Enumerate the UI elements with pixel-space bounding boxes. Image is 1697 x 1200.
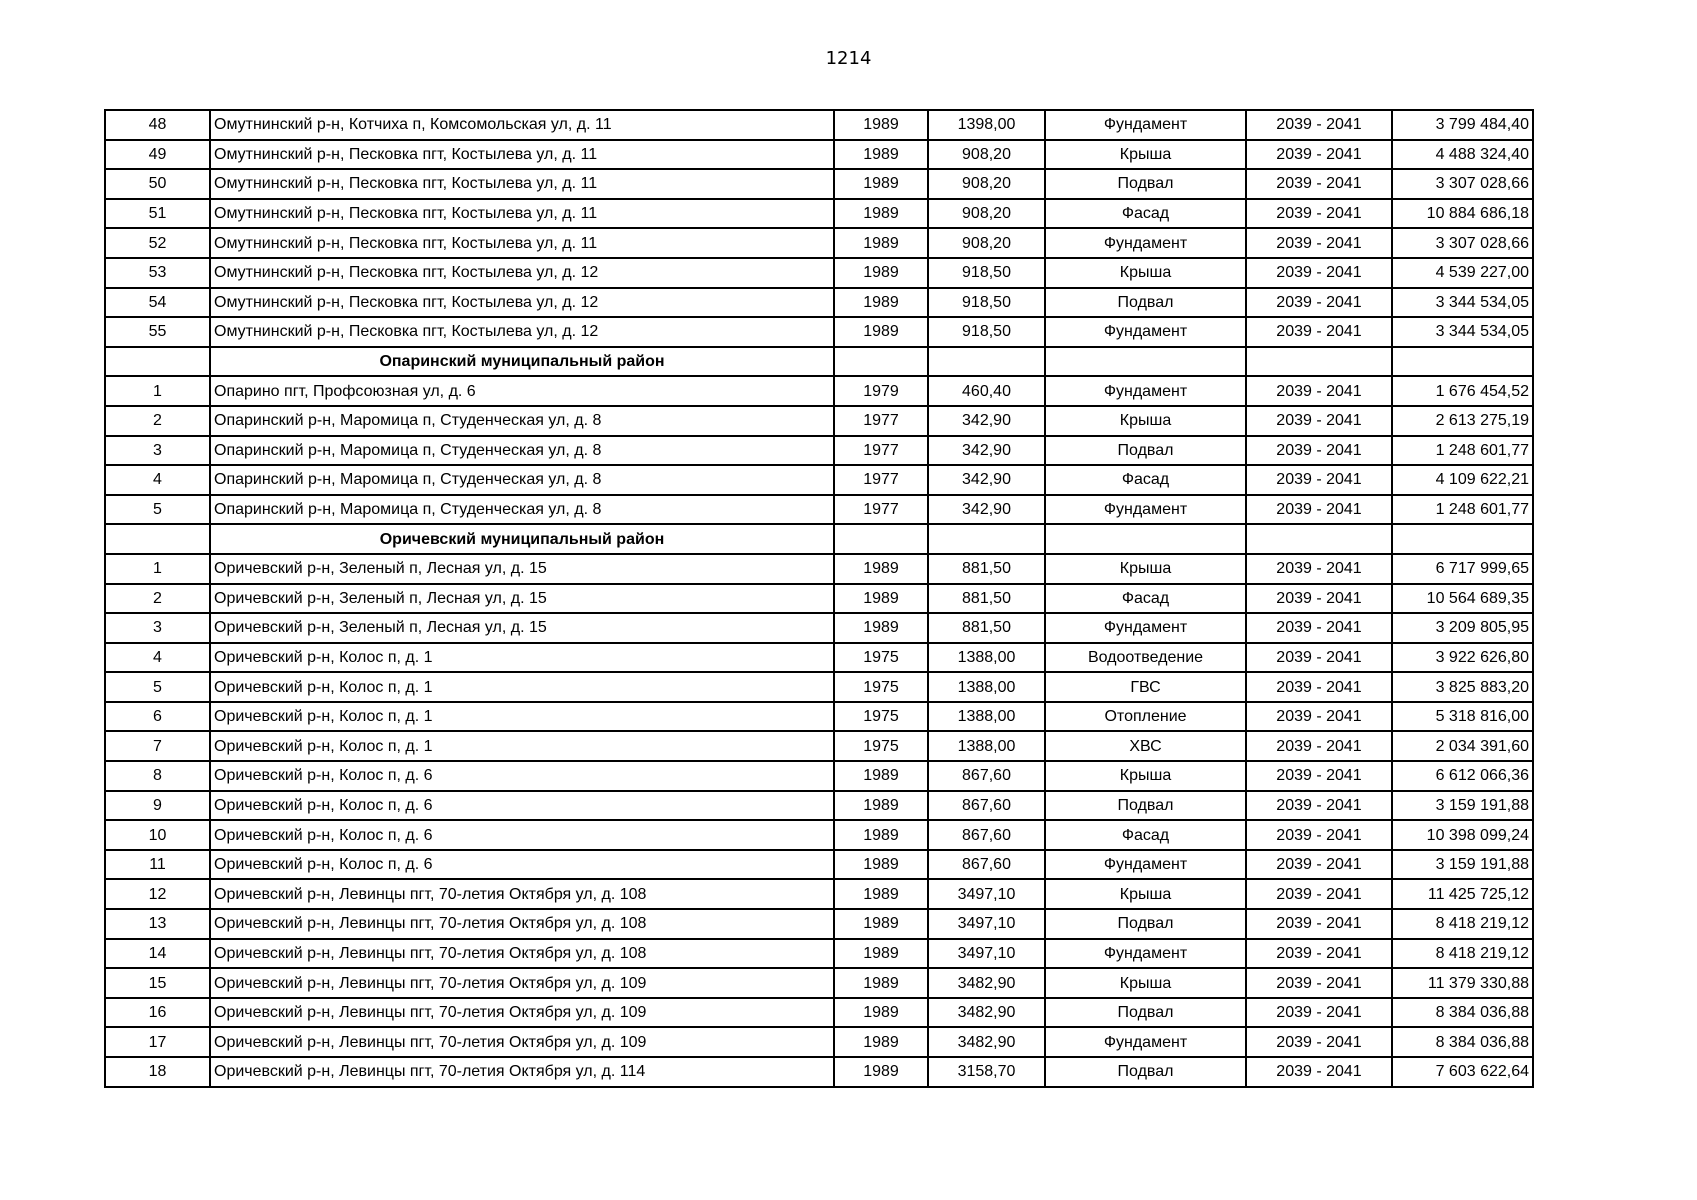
address-cell: Опаринский р-н, Маромица п, Студенческая ул, д. 8 <box>210 436 834 466</box>
table-row <box>105 465 1533 495</box>
work-type-cell: Фундамент <box>1045 376 1246 406</box>
row-number-cell: 7 <box>105 731 210 761</box>
table-row <box>105 495 1533 525</box>
work-type-cell: Фасад <box>1045 465 1246 495</box>
year-built-cell <box>834 524 928 554</box>
period-cell: 2039 - 2041 <box>1246 288 1392 318</box>
row-number-cell: 17 <box>105 1027 210 1057</box>
year-built-cell: 1989 <box>834 317 928 347</box>
area-cell: 1388,00 <box>928 731 1045 761</box>
period-cell: 2039 - 2041 <box>1246 258 1392 288</box>
year-built-cell: 1977 <box>834 436 928 466</box>
year-built-cell: 1989 <box>834 761 928 791</box>
table-row <box>105 761 1533 791</box>
row-number-cell: 50 <box>105 169 210 199</box>
area-cell: 867,60 <box>928 791 1045 821</box>
work-type-cell: ГВС <box>1045 672 1246 702</box>
row-number-cell: 12 <box>105 879 210 909</box>
table-row <box>105 140 1533 170</box>
table-row <box>105 376 1533 406</box>
address-cell: Опаринский р-н, Маромица п, Студенческая ул, д. 8 <box>210 465 834 495</box>
cost-cell: 10 564 689,35 <box>1392 584 1533 614</box>
address-cell: Оричевский р-н, Левинцы пгт, 70-летия Октября ул, д. 109 <box>210 1027 834 1057</box>
work-type-cell: Фундамент <box>1045 939 1246 969</box>
year-built-cell: 1975 <box>834 731 928 761</box>
table-row <box>105 228 1533 258</box>
cost-cell: 3 825 883,20 <box>1392 672 1533 702</box>
area-cell: 342,90 <box>928 406 1045 436</box>
year-built-cell <box>834 347 928 377</box>
address-cell: Оричевский р-н, Колос п, д. 6 <box>210 820 834 850</box>
area-cell: 3482,90 <box>928 968 1045 998</box>
year-built-cell: 1989 <box>834 258 928 288</box>
year-built-cell: 1989 <box>834 820 928 850</box>
table-row <box>105 199 1533 229</box>
period-cell: 2039 - 2041 <box>1246 791 1392 821</box>
work-type-cell: Фасад <box>1045 199 1246 229</box>
work-type-cell <box>1045 347 1246 377</box>
cost-cell: 6 717 999,65 <box>1392 554 1533 584</box>
address-cell: Опарино пгт, Профсоюзная ул, д. 6 <box>210 376 834 406</box>
address-cell: Оричевский р-н, Колос п, д. 6 <box>210 761 834 791</box>
section-header-row <box>105 524 1533 554</box>
period-cell: 2039 - 2041 <box>1246 169 1392 199</box>
period-cell: 2039 - 2041 <box>1246 1027 1392 1057</box>
cost-cell: 3 159 191,88 <box>1392 850 1533 880</box>
row-number-cell: 54 <box>105 288 210 318</box>
work-type-cell: ХВС <box>1045 731 1246 761</box>
table-row <box>105 406 1533 436</box>
cost-cell: 1 676 454,52 <box>1392 376 1533 406</box>
year-built-cell: 1989 <box>834 939 928 969</box>
address-cell: Опаринский р-н, Маромица п, Студенческая ул, д. 8 <box>210 495 834 525</box>
work-type-cell: Фундамент <box>1045 613 1246 643</box>
cost-cell: 10 884 686,18 <box>1392 199 1533 229</box>
area-cell: 918,50 <box>928 258 1045 288</box>
cost-cell: 2 034 391,60 <box>1392 731 1533 761</box>
table-row <box>105 613 1533 643</box>
area-cell: 3497,10 <box>928 939 1045 969</box>
area-cell: 1388,00 <box>928 643 1045 673</box>
table-row <box>105 731 1533 761</box>
period-cell <box>1246 524 1392 554</box>
row-number-cell: 48 <box>105 110 210 140</box>
work-type-cell: Фасад <box>1045 584 1246 614</box>
row-number-cell: 52 <box>105 228 210 258</box>
period-cell: 2039 - 2041 <box>1246 554 1392 584</box>
period-cell: 2039 - 2041 <box>1246 376 1392 406</box>
section-header-row <box>105 347 1533 377</box>
row-number-cell: 51 <box>105 199 210 229</box>
cost-cell: 1 248 601,77 <box>1392 495 1533 525</box>
year-built-cell: 1977 <box>834 495 928 525</box>
row-number-cell: 1 <box>105 376 210 406</box>
table-row <box>105 436 1533 466</box>
row-number-cell: 1 <box>105 554 210 584</box>
cost-cell: 6 612 066,36 <box>1392 761 1533 791</box>
cost-cell: 3 344 534,05 <box>1392 317 1533 347</box>
work-type-cell: Крыша <box>1045 879 1246 909</box>
work-type-cell: Подвал <box>1045 1057 1246 1087</box>
address-cell: Омутнинский р-н, Котчиха п, Комсомольская ул, д. 11 <box>210 110 834 140</box>
work-type-cell: Фундамент <box>1045 317 1246 347</box>
cost-cell: 11 379 330,88 <box>1392 968 1533 998</box>
table-row <box>105 1027 1533 1057</box>
table-row <box>105 968 1533 998</box>
area-cell: 918,50 <box>928 288 1045 318</box>
cost-cell: 4 539 227,00 <box>1392 258 1533 288</box>
cost-cell: 3 307 028,66 <box>1392 169 1533 199</box>
area-cell: 908,20 <box>928 199 1045 229</box>
address-cell: Оричевский р-н, Колос п, д. 6 <box>210 850 834 880</box>
work-type-cell: Фундамент <box>1045 495 1246 525</box>
year-built-cell: 1989 <box>834 791 928 821</box>
row-number-cell: 14 <box>105 939 210 969</box>
area-cell: 867,60 <box>928 850 1045 880</box>
area-cell: 881,50 <box>928 584 1045 614</box>
work-type-cell: Водоотведение <box>1045 643 1246 673</box>
area-cell: 342,90 <box>928 495 1045 525</box>
cost-cell: 5 318 816,00 <box>1392 702 1533 732</box>
year-built-cell: 1977 <box>834 406 928 436</box>
area-cell: 3482,90 <box>928 998 1045 1028</box>
cost-cell: 10 398 099,24 <box>1392 820 1533 850</box>
row-number-cell: 53 <box>105 258 210 288</box>
work-type-cell: Фасад <box>1045 820 1246 850</box>
period-cell: 2039 - 2041 <box>1246 613 1392 643</box>
year-built-cell: 1975 <box>834 702 928 732</box>
row-number-cell: 9 <box>105 791 210 821</box>
table-row <box>105 554 1533 584</box>
period-cell: 2039 - 2041 <box>1246 731 1392 761</box>
work-type-cell: Фундамент <box>1045 110 1246 140</box>
cost-cell <box>1392 524 1533 554</box>
work-type-cell: Подвал <box>1045 998 1246 1028</box>
address-cell: Оричевский р-н, Левинцы пгт, 70-летия Октября ул, д. 108 <box>210 939 834 969</box>
page-number: 1214 <box>825 48 872 69</box>
address-cell: Оричевский р-н, Зеленый п, Лесная ул, д. 15 <box>210 584 834 614</box>
cost-cell: 8 418 219,12 <box>1392 909 1533 939</box>
cost-cell: 4 488 324,40 <box>1392 140 1533 170</box>
area-cell: 867,60 <box>928 761 1045 791</box>
period-cell: 2039 - 2041 <box>1246 228 1392 258</box>
cost-cell: 4 109 622,21 <box>1392 465 1533 495</box>
work-type-cell: Подвал <box>1045 791 1246 821</box>
year-built-cell: 1989 <box>834 1057 928 1087</box>
year-built-cell: 1989 <box>834 850 928 880</box>
year-built-cell: 1989 <box>834 199 928 229</box>
work-type-cell: Крыша <box>1045 406 1246 436</box>
year-built-cell: 1989 <box>834 140 928 170</box>
row-number-cell: 49 <box>105 140 210 170</box>
work-type-cell: Отопление <box>1045 702 1246 732</box>
table-row <box>105 791 1533 821</box>
area-cell: 918,50 <box>928 317 1045 347</box>
table-row <box>105 584 1533 614</box>
row-number-cell: 4 <box>105 465 210 495</box>
row-number-cell <box>105 347 210 377</box>
row-number-cell: 4 <box>105 643 210 673</box>
cost-cell: 2 613 275,19 <box>1392 406 1533 436</box>
section-title: Оричевский муниципальный район <box>210 524 834 554</box>
address-cell: Оричевский р-н, Левинцы пгт, 70-летия Октября ул, д. 109 <box>210 998 834 1028</box>
row-number-cell: 55 <box>105 317 210 347</box>
table-row <box>105 643 1533 673</box>
period-cell: 2039 - 2041 <box>1246 998 1392 1028</box>
work-type-cell: Подвал <box>1045 909 1246 939</box>
period-cell: 2039 - 2041 <box>1246 140 1392 170</box>
table-row <box>105 939 1533 969</box>
row-number-cell: 11 <box>105 850 210 880</box>
cost-cell: 8 384 036,88 <box>1392 998 1533 1028</box>
work-type-cell: Подвал <box>1045 436 1246 466</box>
year-built-cell: 1989 <box>834 228 928 258</box>
section-title: Опаринский муниципальный район <box>210 347 834 377</box>
work-type-cell: Крыша <box>1045 968 1246 998</box>
area-cell: 3497,10 <box>928 879 1045 909</box>
period-cell: 2039 - 2041 <box>1246 820 1392 850</box>
area-cell <box>928 347 1045 377</box>
area-cell: 1388,00 <box>928 672 1045 702</box>
period-cell: 2039 - 2041 <box>1246 465 1392 495</box>
table-row <box>105 288 1533 318</box>
area-cell: 908,20 <box>928 140 1045 170</box>
address-cell: Оричевский р-н, Колос п, д. 1 <box>210 702 834 732</box>
period-cell: 2039 - 2041 <box>1246 643 1392 673</box>
row-number-cell: 2 <box>105 406 210 436</box>
row-number-cell: 10 <box>105 820 210 850</box>
year-built-cell: 1989 <box>834 554 928 584</box>
period-cell: 2039 - 2041 <box>1246 584 1392 614</box>
address-cell: Оричевский р-н, Колос п, д. 1 <box>210 731 834 761</box>
year-built-cell: 1989 <box>834 998 928 1028</box>
period-cell: 2039 - 2041 <box>1246 968 1392 998</box>
cost-cell: 3 922 626,80 <box>1392 643 1533 673</box>
table-row <box>105 317 1533 347</box>
period-cell: 2039 - 2041 <box>1246 850 1392 880</box>
year-built-cell: 1975 <box>834 672 928 702</box>
period-cell: 2039 - 2041 <box>1246 702 1392 732</box>
area-cell: 1398,00 <box>928 110 1045 140</box>
address-cell: Оричевский р-н, Колос п, д. 6 <box>210 791 834 821</box>
cost-cell: 3 209 805,95 <box>1392 613 1533 643</box>
period-cell: 2039 - 2041 <box>1246 317 1392 347</box>
address-cell: Оричевский р-н, Колос п, д. 1 <box>210 643 834 673</box>
row-number-cell: 2 <box>105 584 210 614</box>
year-built-cell: 1989 <box>834 169 928 199</box>
area-cell: 867,60 <box>928 820 1045 850</box>
row-number-cell: 8 <box>105 761 210 791</box>
table-row <box>105 702 1533 732</box>
period-cell: 2039 - 2041 <box>1246 909 1392 939</box>
address-cell: Оричевский р-н, Колос п, д. 1 <box>210 672 834 702</box>
table-row <box>105 1057 1533 1087</box>
cost-cell: 8 384 036,88 <box>1392 1027 1533 1057</box>
period-cell: 2039 - 2041 <box>1246 495 1392 525</box>
cost-cell: 3 344 534,05 <box>1392 288 1533 318</box>
year-built-cell: 1979 <box>834 376 928 406</box>
period-cell: 2039 - 2041 <box>1246 436 1392 466</box>
address-cell: Омутнинский р-н, Песковка пгт, Костылева ул, д. 11 <box>210 140 834 170</box>
row-number-cell: 13 <box>105 909 210 939</box>
address-cell: Опаринский р-н, Маромица п, Студенческая ул, д. 8 <box>210 406 834 436</box>
area-cell: 342,90 <box>928 436 1045 466</box>
area-cell: 1388,00 <box>928 702 1045 732</box>
work-type-cell: Фундамент <box>1045 850 1246 880</box>
row-number-cell: 5 <box>105 495 210 525</box>
cost-cell: 3 159 191,88 <box>1392 791 1533 821</box>
period-cell: 2039 - 2041 <box>1246 406 1392 436</box>
work-type-cell: Подвал <box>1045 288 1246 318</box>
area-cell: 3497,10 <box>928 909 1045 939</box>
year-built-cell: 1977 <box>834 465 928 495</box>
area-cell: 908,20 <box>928 169 1045 199</box>
address-cell: Оричевский р-н, Зеленый п, Лесная ул, д. 15 <box>210 554 834 584</box>
work-type-cell: Крыша <box>1045 140 1246 170</box>
year-built-cell: 1989 <box>834 584 928 614</box>
area-cell: 3158,70 <box>928 1057 1045 1087</box>
address-cell: Оричевский р-н, Левинцы пгт, 70-летия Октября ул, д. 108 <box>210 879 834 909</box>
cost-cell: 8 418 219,12 <box>1392 939 1533 969</box>
area-cell: 3482,90 <box>928 1027 1045 1057</box>
area-cell: 908,20 <box>928 228 1045 258</box>
table-row <box>105 169 1533 199</box>
period-cell: 2039 - 2041 <box>1246 1057 1392 1087</box>
period-cell <box>1246 347 1392 377</box>
year-built-cell: 1975 <box>834 643 928 673</box>
address-cell: Омутнинский р-н, Песковка пгт, Костылева ул, д. 12 <box>210 288 834 318</box>
area-cell: 881,50 <box>928 554 1045 584</box>
period-cell: 2039 - 2041 <box>1246 110 1392 140</box>
row-number-cell: 6 <box>105 702 210 732</box>
row-number-cell: 5 <box>105 672 210 702</box>
row-number-cell: 18 <box>105 1057 210 1087</box>
table-body <box>105 110 1533 1087</box>
table-row <box>105 672 1533 702</box>
table-row <box>105 998 1533 1028</box>
address-cell: Омутнинский р-н, Песковка пгт, Костылева ул, д. 11 <box>210 169 834 199</box>
area-cell: 881,50 <box>928 613 1045 643</box>
table-row <box>105 258 1533 288</box>
cost-cell: 11 425 725,12 <box>1392 879 1533 909</box>
work-type-cell: Фундамент <box>1045 1027 1246 1057</box>
address-cell: Оричевский р-н, Левинцы пгт, 70-летия Октября ул, д. 114 <box>210 1057 834 1087</box>
cost-cell: 3 307 028,66 <box>1392 228 1533 258</box>
area-cell <box>928 524 1045 554</box>
row-number-cell: 3 <box>105 436 210 466</box>
work-type-cell: Подвал <box>1045 169 1246 199</box>
work-type-cell: Крыша <box>1045 761 1246 791</box>
cost-cell: 7 603 622,64 <box>1392 1057 1533 1087</box>
table-row <box>105 909 1533 939</box>
period-cell: 2039 - 2041 <box>1246 939 1392 969</box>
work-type-cell: Крыша <box>1045 258 1246 288</box>
row-number-cell: 16 <box>105 998 210 1028</box>
year-built-cell: 1989 <box>834 613 928 643</box>
year-built-cell: 1989 <box>834 968 928 998</box>
address-cell: Омутнинский р-н, Песковка пгт, Костылева ул, д. 11 <box>210 199 834 229</box>
work-type-cell <box>1045 524 1246 554</box>
year-built-cell: 1989 <box>834 1027 928 1057</box>
repair-schedule-table <box>104 109 1534 1088</box>
table-row <box>105 850 1533 880</box>
address-cell: Оричевский р-н, Зеленый п, Лесная ул, д. 15 <box>210 613 834 643</box>
cost-cell: 1 248 601,77 <box>1392 436 1533 466</box>
work-type-cell: Фундамент <box>1045 228 1246 258</box>
cost-cell <box>1392 347 1533 377</box>
period-cell: 2039 - 2041 <box>1246 879 1392 909</box>
address-cell: Оричевский р-н, Левинцы пгт, 70-летия Октября ул, д. 108 <box>210 909 834 939</box>
address-cell: Оричевский р-н, Левинцы пгт, 70-летия Октября ул, д. 109 <box>210 968 834 998</box>
year-built-cell: 1989 <box>834 288 928 318</box>
table-row <box>105 110 1533 140</box>
year-built-cell: 1989 <box>834 110 928 140</box>
area-cell: 342,90 <box>928 465 1045 495</box>
work-type-cell: Крыша <box>1045 554 1246 584</box>
address-cell: Омутнинский р-н, Песковка пгт, Костылева ул, д. 11 <box>210 228 834 258</box>
period-cell: 2039 - 2041 <box>1246 199 1392 229</box>
table-row <box>105 820 1533 850</box>
address-cell: Омутнинский р-н, Песковка пгт, Костылева ул, д. 12 <box>210 258 834 288</box>
row-number-cell: 3 <box>105 613 210 643</box>
row-number-cell: 15 <box>105 968 210 998</box>
period-cell: 2039 - 2041 <box>1246 761 1392 791</box>
row-number-cell <box>105 524 210 554</box>
cost-cell: 3 799 484,40 <box>1392 110 1533 140</box>
area-cell: 460,40 <box>928 376 1045 406</box>
period-cell: 2039 - 2041 <box>1246 672 1392 702</box>
year-built-cell: 1989 <box>834 909 928 939</box>
table-row <box>105 879 1533 909</box>
year-built-cell: 1989 <box>834 879 928 909</box>
address-cell: Омутнинский р-н, Песковка пгт, Костылева ул, д. 12 <box>210 317 834 347</box>
